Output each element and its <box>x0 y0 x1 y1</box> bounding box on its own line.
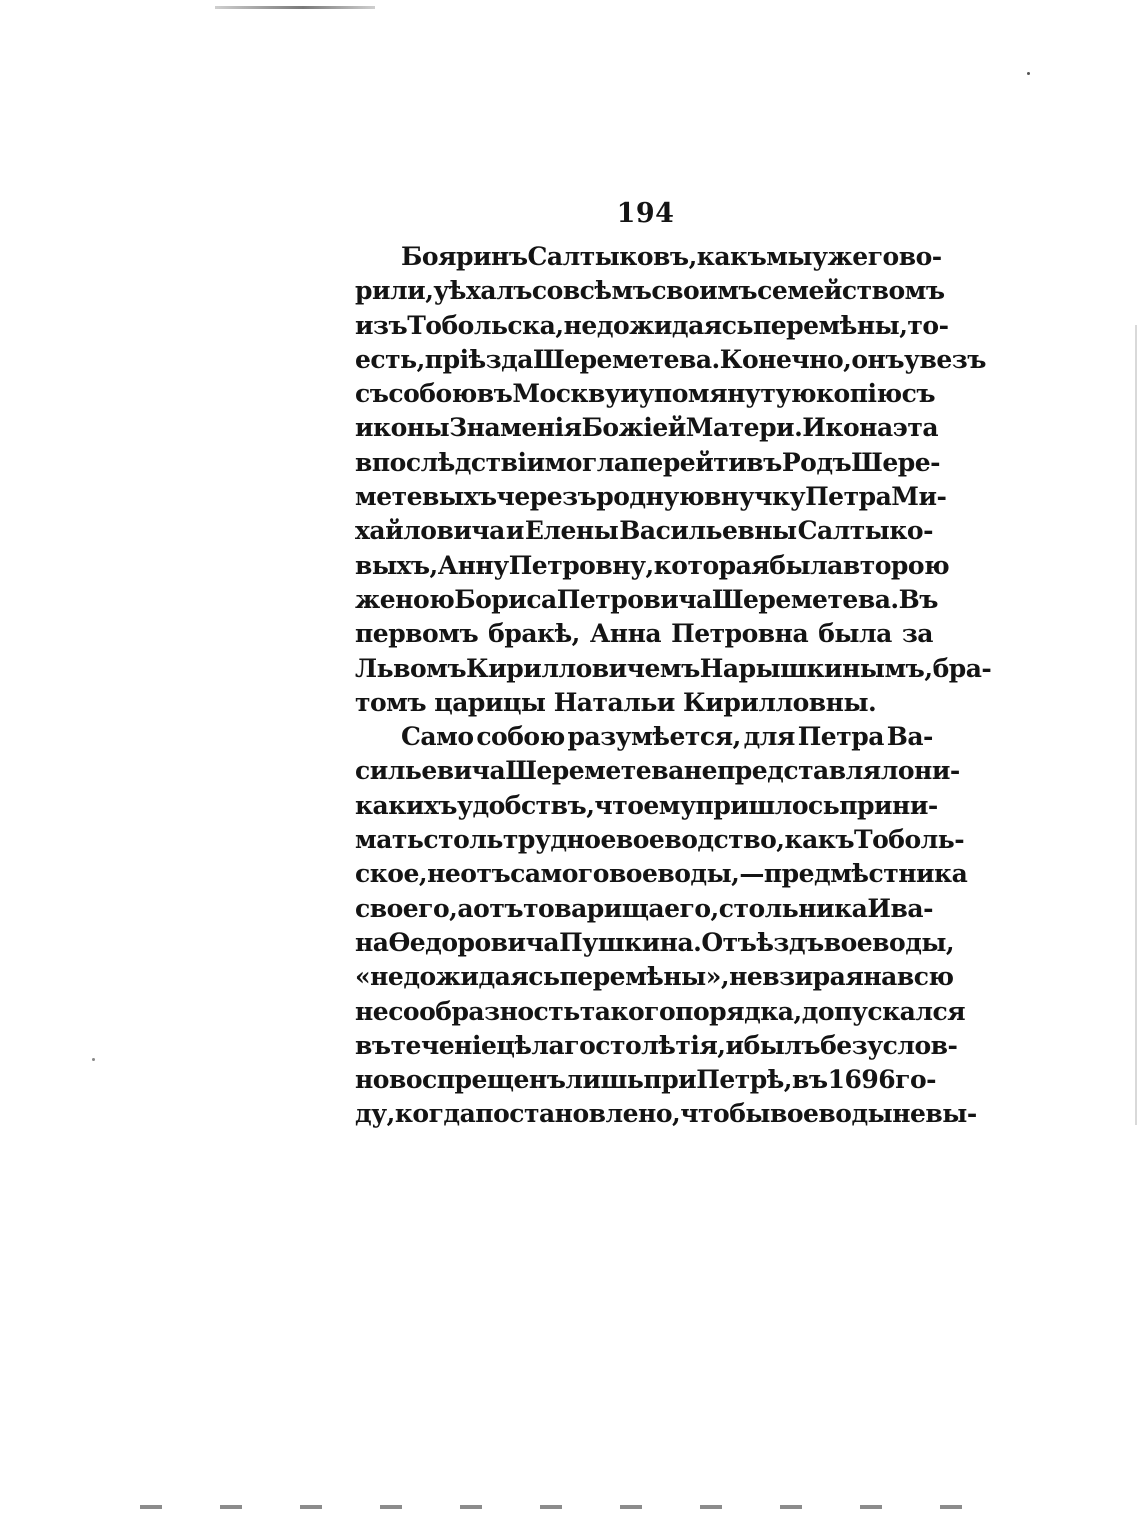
scan-artifact-dot <box>1027 72 1030 75</box>
text-line: несообразность такого порядка, допускался <box>355 996 966 1026</box>
body-text <box>355 240 992 1132</box>
text-line: какихъ удобствъ, что ему пришлось прини- <box>355 790 938 820</box>
text-line: изъ Тобольска, не дожидаясь перемѣны, то- <box>355 310 949 340</box>
text-line: «не дожидаясь перемѣны», не взирая на всю <box>355 962 954 992</box>
text-line: первомъ бракѣ, Анна Петровна была за <box>355 619 933 649</box>
text-line: женою Бориса Петровича Шереметева. Въ <box>355 584 938 614</box>
scan-artifact-dot <box>92 1058 95 1061</box>
text-line: метевыхъ черезъ родную внучку Петра Ми- <box>355 482 947 512</box>
text-line: Львомъ Кирилловичемъ Нарышкинымъ, бра- <box>355 653 992 683</box>
text-line: сильевича Шереметева не представляло ни- <box>355 756 960 786</box>
text-line: томъ царицы Натальи Кирилловны. <box>355 687 877 717</box>
text-line: съ собою въ Москву и упомянутую копію съ <box>355 379 936 409</box>
text-line: впослѣдствіи могла перейти въ Родъ Шере- <box>355 447 941 477</box>
text-line: выхъ, Анну Петровну, которая была второю <box>355 550 950 580</box>
text-line: ду, когда постановлено, чтобы воеводы не вы- <box>355 1099 977 1129</box>
text-line: рили, уѣхалъ со всѣмъ своимъ семействомъ <box>355 276 945 306</box>
scan-artifact-top <box>215 6 375 9</box>
text-line: иконы Знаменія Божіей Матери. Икона эта <box>355 413 939 443</box>
text-line: мать столь трудное воеводство, какъ Тоболь- <box>355 825 965 855</box>
scan-artifact-edge <box>1135 325 1137 1125</box>
text-line: хайловича и Елены Васильевны Салтыко- <box>355 516 933 546</box>
scan-artifact-bottom <box>140 1505 980 1509</box>
text-line: своего, а отъ товарища его, стольника Ива- <box>355 893 933 923</box>
text-line: ское, не отъ самого воеводы,—предмѣстника <box>355 859 968 889</box>
page-number: 194 <box>616 198 675 229</box>
text-line: Бояринъ Салтыковъ, какъ мы уже гово- <box>401 242 942 271</box>
text-line: въ теченіе цѣлаго столѣтія, и былъ безуслов- <box>355 1030 958 1060</box>
text-line: на Өедоровича Пушкина. Отъѣздъ воеводы, <box>355 927 955 957</box>
text-line: Само собою разумѣется, для Петра Ва- <box>401 722 933 752</box>
text-line: есть, пріѣзда Шереметева. Конечно, онъ увезъ <box>355 344 986 374</box>
text-line: но воспрещенъ лишь при Петрѣ, въ 1696 го- <box>355 1065 937 1095</box>
